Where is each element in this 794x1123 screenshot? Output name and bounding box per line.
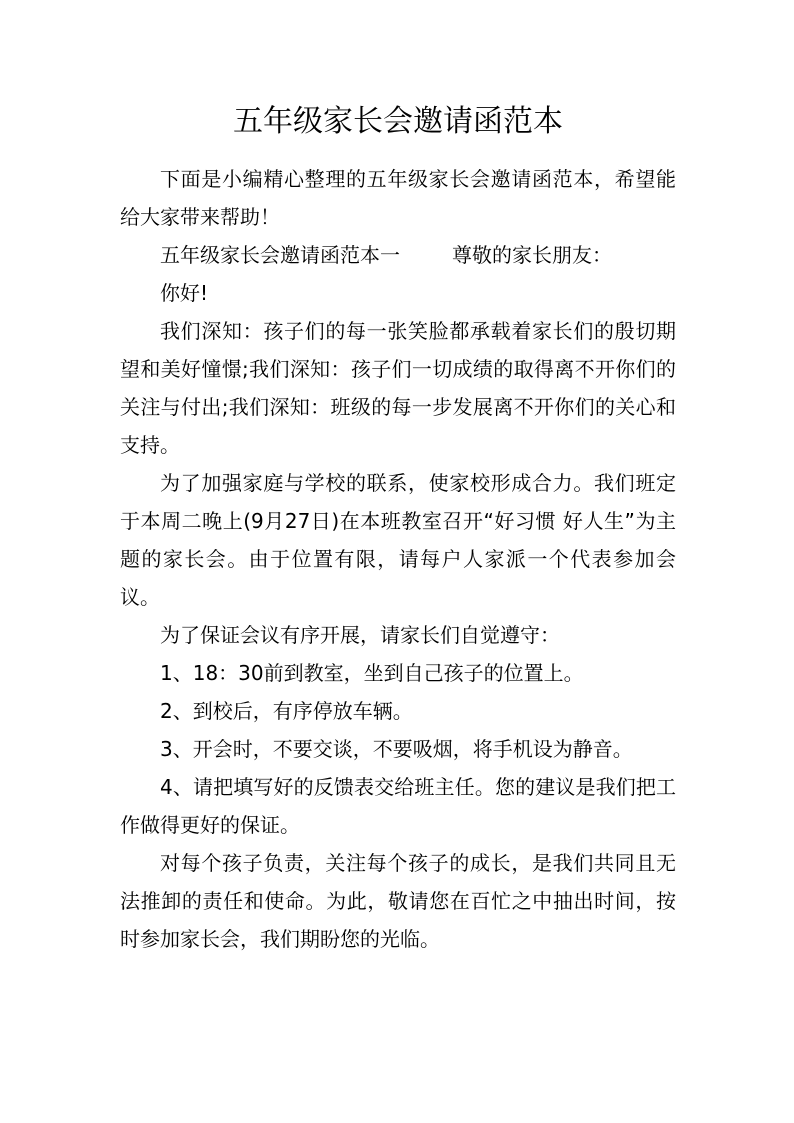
paragraph-2: 为了加强家庭与学校的联系，使家校形成合力。我们班定于本周二晚上(9月27日)在本班教室召开“好习惯 好人生”为主题的家长会。由于位置有限，请每户人家派一个代表参加会议。 xyxy=(120,471,676,609)
salutation: 尊敬的家长朋友： xyxy=(452,243,612,267)
rule-item-2: 2、到校后，有序停放车辆。 xyxy=(160,699,413,723)
intro-paragraph: 下面是小编精心整理的五年级家长会邀请函范本，希望能给大家带来帮助！ xyxy=(120,167,676,229)
rules-intro: 为了保证会议有序开展，请家长们自觉遵守： xyxy=(160,623,560,647)
document-title: 五年级家长会邀请函范本 xyxy=(233,104,563,139)
document-body xyxy=(120,160,676,958)
greeting: 你好! xyxy=(160,281,209,305)
document-page xyxy=(120,96,676,958)
letter-heading-line xyxy=(120,236,676,274)
paragraph-1: 我们深知：孩子们的每一张笑脸都承载着家长们的殷切期望和美好憧憬;我们深知：孩子们一切成绩的取得离不开你们的关注与付出;我们深知：班级的每一步发展离不开你们的关心和支持。 xyxy=(120,319,676,457)
letter-heading: 五年级家长会邀请函范本一 xyxy=(160,243,400,267)
closing-paragraph: 对每个孩子负责，关注每个孩子的成长，是我们共同且无法推卸的责任和使命。为此，敬请您在百忙之中抽出时间，按时参加家长会，我们期盼您的光临。 xyxy=(120,851,676,951)
rule-item-1: 1、18：30前到教室，坐到自己孩子的位置上。 xyxy=(160,661,584,685)
rule-item-4: 4、请把填写好的反馈表交给班主任。您的建议是我们把工作做得更好的保证。 xyxy=(120,775,676,837)
rule-item-3: 3、开会时，不要交谈，不要吸烟，将手机设为静音。 xyxy=(160,737,633,761)
